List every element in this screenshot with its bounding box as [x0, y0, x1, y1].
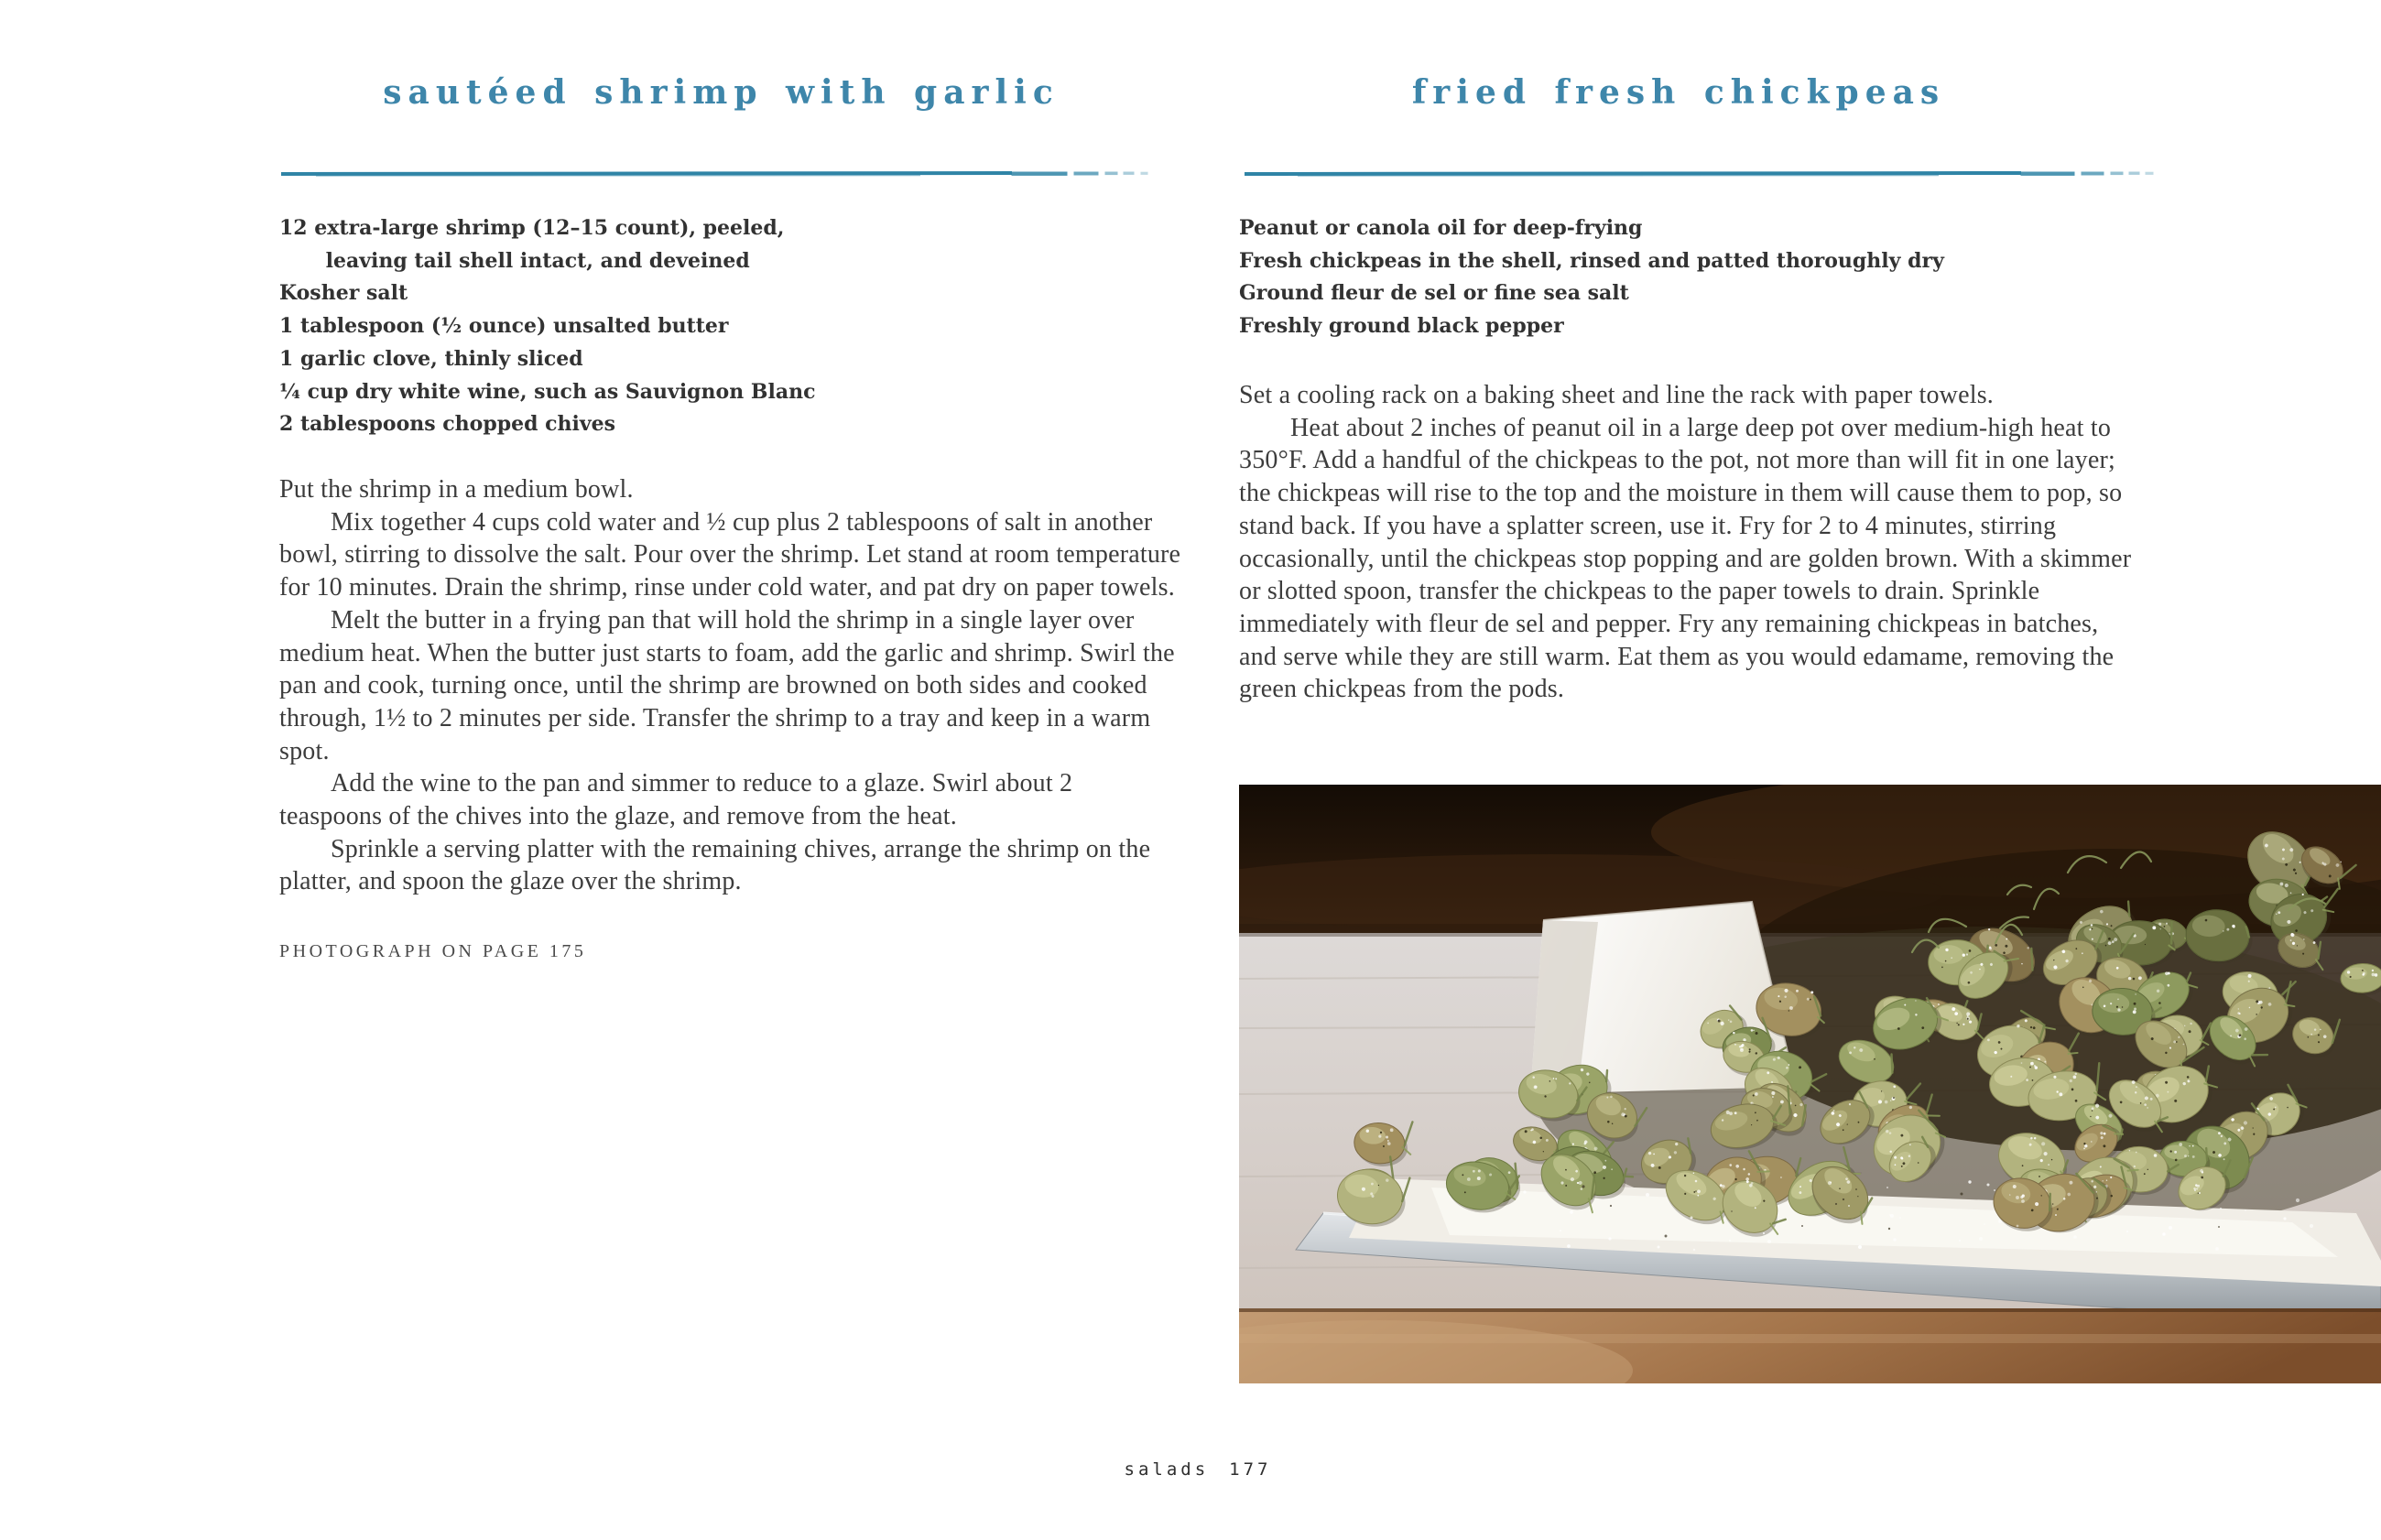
left-instructions	[279, 473, 1181, 898]
right-instructions	[1239, 379, 2141, 706]
instruction-paragraph: Sprinkle a serving platter with the remaining chives, arrange the shrimp on the platter, and spoon the glaze over the shrimp.	[279, 834, 1151, 896]
instruction-paragraph: Melt the butter in a frying pan that will hold the shrimp in a single layer over medium heat. When the butter just starts to foam, add the garlic and shrimp. Swirl the pan and cook, turning once, until the shrimp are browned on both sides and cooked through, 1½ to 2 minutes per side. Transfer the shrimp to a tray and keep in a warm spot.	[279, 605, 1175, 765]
ingredient-line: 1 garlic clove, thinly sliced	[279, 346, 583, 371]
instruction-paragraph: Heat about 2 inches of peanut oil in a large deep pot over medium-high heat to 350°F. Add a handful of the chickpeas to the pot, not more than will fit in one layer; the chickpeas will rise to the top and the moisture in them will cause them to pop, so stand back. If you have a splatter screen, use it. Fry for 2 to 4 minutes, stirring occasionally, until the chickpeas stop popping and are golden brown. With a skimmer or slotted spoon, transfer the chickpeas to the paper towels to drain. Sprinkle immediately with fleur de sel and pepper. Fry any remaining chickpeas in batches, and serve while they are still warm. Eat them as you would edamame, removing the green chickpeas from the pods.	[1239, 413, 2132, 704]
page-footer	[1060, 1459, 1335, 1480]
ingredient-line: 12 extra-large shrimp (12–15 count), peeled, leaving tail shell intact, and deveined	[279, 216, 785, 273]
ingredient-line: ¼ cup dry white wine, such as Sauvignon Blanc	[279, 379, 816, 404]
instruction-paragraph: Set a cooling rack on a baking sheet and line the rack with paper towels.	[1239, 381, 1995, 409]
ingredient-line: 1 tablespoon (½ ounce) unsalted butter	[279, 314, 729, 339]
instruction-paragraph: Mix together 4 cups cold water and ½ cup plus 2 tablespoons of salt in another bowl, stirring to dissolve the salt. Pour over the shrimp. Let stand at room temperature for 10 minutes. Drain the shrimp, rinse under cold water, and pat dry on paper towels.	[279, 507, 1181, 602]
photo-credit-note: PHOTOGRAPH ON PAGE 175	[279, 941, 587, 961]
ingredient-line: Fresh chickpeas in the shell, rinsed and patted thoroughly dry	[1239, 248, 1944, 273]
footer-page-number: 177	[1229, 1459, 1272, 1480]
instruction-paragraph: Add the wine to the pan and simmer to reduce to a glaze. Swirl about 2 teaspoons of the chives into the glaze, and remove from the heat.	[279, 769, 1073, 831]
left-ingredients-list	[279, 212, 865, 441]
instruction-paragraph: Put the shrimp in a medium bowl.	[279, 475, 634, 504]
left-title-brush-rule	[279, 168, 1163, 179]
ingredient-line: Freshly ground black pepper	[1239, 314, 1564, 339]
ingredient-line: Kosher salt	[279, 281, 408, 306]
photo-table-front-edge	[1239, 1308, 2381, 1383]
left-recipe-title: sautéed shrimp with garlic	[383, 73, 1060, 112]
fried-chickpeas-photo	[1239, 785, 2381, 1383]
right-title-brush-rule	[1243, 168, 2168, 179]
footer-section-label: salads	[1124, 1459, 1210, 1480]
ingredient-line: 2 tablespoons chopped chives	[279, 412, 616, 437]
chickpeas-photo-illustration	[1239, 785, 2381, 1383]
ingredient-line: Ground fleur de sel or fine sea salt	[1239, 281, 1629, 306]
right-recipe-title: fried fresh chickpeas	[1411, 73, 1946, 112]
right-ingredients-list	[1239, 212, 2146, 343]
ingredient-line: Peanut or canola oil for deep-frying	[1239, 216, 1643, 240]
